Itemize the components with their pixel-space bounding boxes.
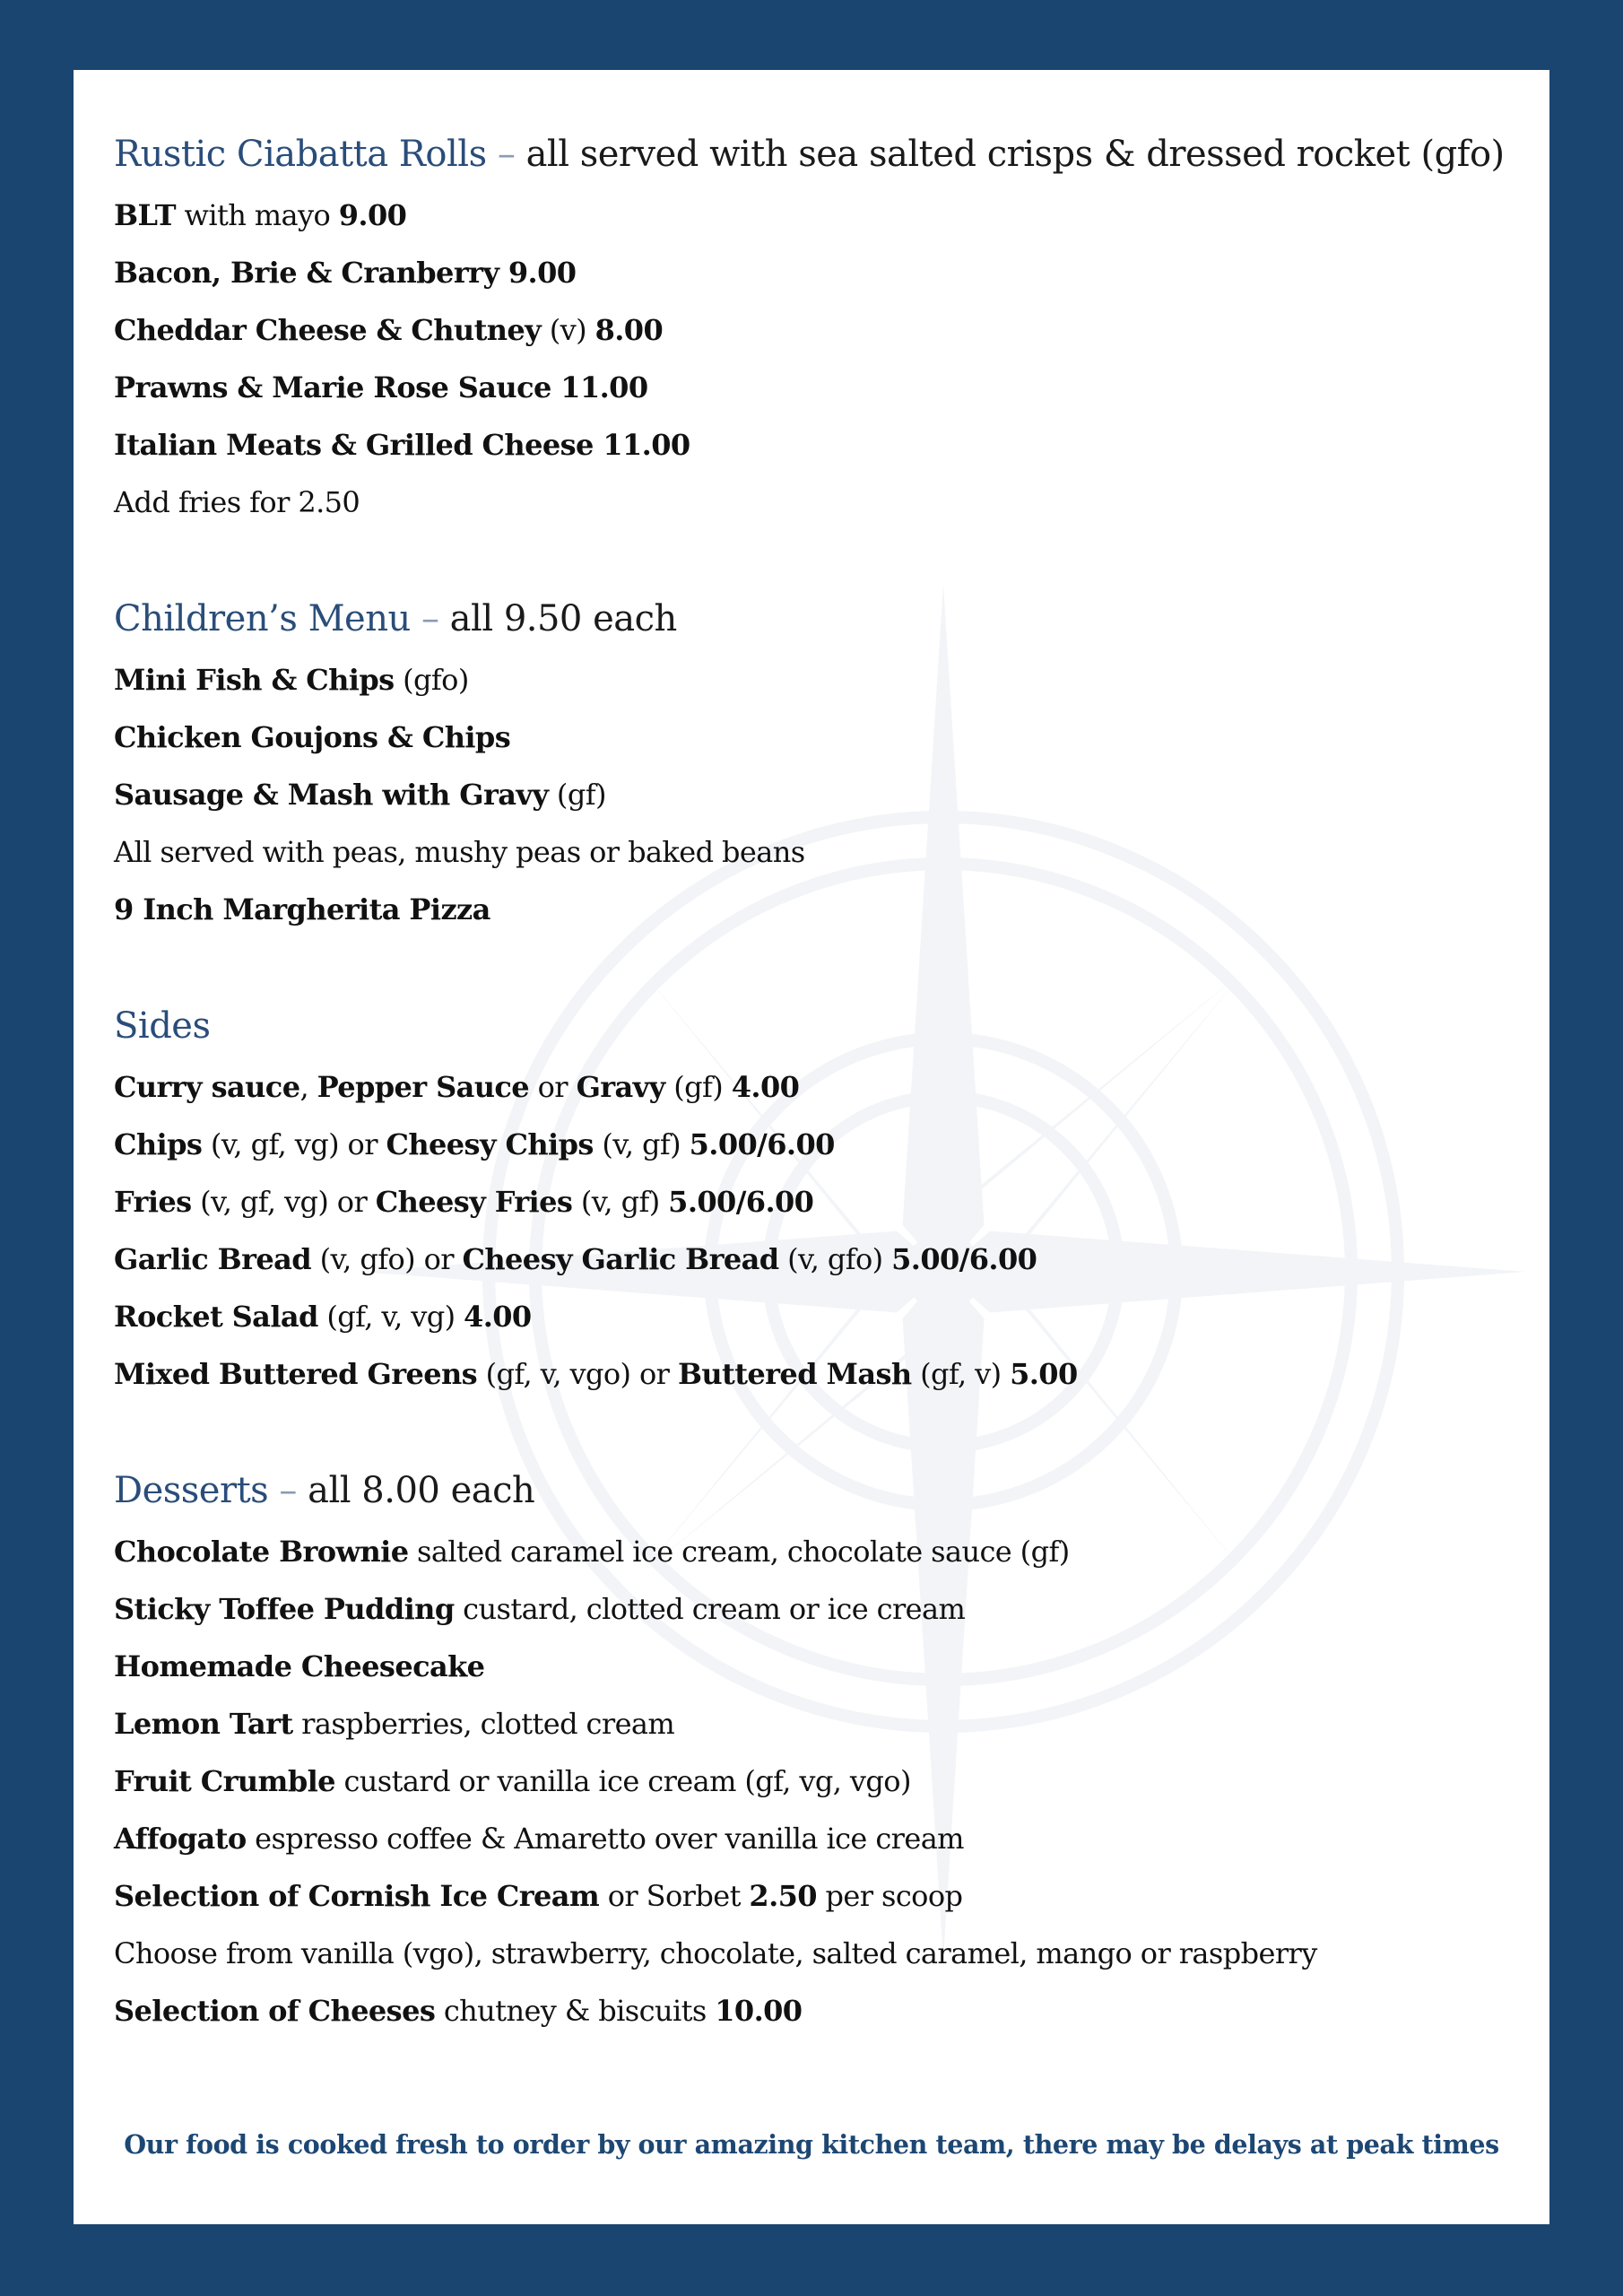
menu-item-bold-text: Chips: [114, 1127, 203, 1161]
menu-item-text: custard, clotted cream or ice cream: [454, 1592, 966, 1626]
menu-line: [114, 1231, 1514, 1288]
menu-item-bold-text: Italian Meats & Grilled Cheese 11.00: [114, 428, 690, 462]
menu-item-text: per scoop: [816, 1879, 963, 1913]
section-title: Children’s Menu: [114, 598, 411, 639]
menu-item-bold-text: Cheesy Garlic Bread: [462, 1242, 779, 1276]
menu-item-text: (gf): [548, 778, 606, 812]
menu-item-text: Choose from vanilla (vgo), strawberry, chocolate, salted caramel, mango or raspberry: [114, 1936, 1317, 1970]
menu-line: [114, 1580, 1514, 1638]
menu-line: [114, 881, 1514, 938]
menu-item-bold-text: 10.00: [715, 1994, 803, 2028]
menu-item-bold-text: Cheddar Cheese & Chutney: [114, 313, 542, 347]
menu-item-text: (v): [541, 313, 595, 347]
menu-line: [114, 1810, 1514, 1867]
menu-line: [114, 1058, 1514, 1116]
menu-item-bold-text: Prawns & Marie Rose Sauce 11.00: [114, 370, 648, 404]
menu-item-bold-text: 2.50: [749, 1879, 817, 1913]
menu-item-bold-text: 5.00: [1010, 1357, 1078, 1391]
menu-item-bold-text: Cheesy Fries: [375, 1185, 573, 1219]
section-heading: [114, 122, 1514, 187]
menu-item-bold-text: Sausage & Mash with Gravy: [114, 778, 549, 812]
section-heading: [114, 587, 1514, 651]
section-title: Desserts: [114, 1470, 269, 1511]
menu-line: [114, 1116, 1514, 1173]
menu-item-bold-text: 4.00: [731, 1070, 800, 1104]
menu-line: [114, 416, 1514, 474]
menu-item-bold-text: Garlic Bread: [114, 1242, 312, 1276]
menu-line: [114, 709, 1514, 766]
menu-item-bold-text: Chicken Goujons & Chips: [114, 720, 511, 754]
menu-item-bold-text: Pepper Sauce: [317, 1070, 530, 1104]
section-dash-separator: –: [410, 598, 450, 639]
menu-item-bold-text: Gravy: [576, 1070, 665, 1104]
section-subtitle: all 8.00 each: [308, 1470, 535, 1511]
section-dash-separator: –: [268, 1470, 308, 1511]
menu-section-sides: [114, 994, 1514, 1403]
menu-item-bold-text: Homemade Cheesecake: [114, 1649, 485, 1683]
menu-line: [114, 1288, 1514, 1345]
menu-item-text: (gf, v): [911, 1357, 1011, 1391]
menu-item-text: ,: [299, 1070, 317, 1104]
menu-item-bold-text: Bacon, Brie & Cranberry 9.00: [114, 256, 577, 290]
menu-item-text: (v, gf): [572, 1185, 669, 1219]
menu-line: [114, 359, 1514, 416]
footer-note: Our food is cooked fresh to order by our amazing kitchen team, there may be delays at peak times: [124, 2129, 1499, 2160]
menu-item-text: (v, gf, vg) or: [191, 1185, 376, 1219]
menu-item-text: (gf, v, vg): [317, 1300, 464, 1334]
menu-item-bold-text: Selection of Cornish Ice Cream: [114, 1879, 600, 1913]
menu-item-bold-text: 5.00/6.00: [689, 1127, 835, 1161]
section-title: Rustic Ciabatta Rolls: [114, 134, 487, 175]
menu-item-text: (v, gf): [593, 1127, 690, 1161]
menu-item-bold-text: 5.00/6.00: [668, 1185, 814, 1219]
menu-item-bold-text: Selection of Cheeses: [114, 1994, 436, 2028]
menu-content: [114, 122, 1514, 2095]
menu-item-bold-text: 5.00/6.00: [891, 1242, 1037, 1276]
menu-item-bold-text: Rocket Salad: [114, 1300, 318, 1334]
menu-line: [114, 301, 1514, 359]
menu-item-bold-text: Sticky Toffee Pudding: [114, 1592, 455, 1626]
menu-item-text: salted caramel ice cream, chocolate sauce (gf): [408, 1535, 1070, 1569]
menu-item-text: or: [529, 1070, 577, 1104]
menu-item-bold-text: 8.00: [595, 313, 664, 347]
menu-line: [114, 1982, 1514, 2039]
menu-item-text: (v, gf, vg) or: [202, 1127, 386, 1161]
menu-line: [114, 651, 1514, 709]
menu-item-bold-text: Chocolate Brownie: [114, 1535, 409, 1569]
menu-item-bold-text: Mixed Buttered Greens: [114, 1357, 478, 1391]
menu-line: [114, 1638, 1514, 1695]
menu-item-bold-text: BLT: [114, 198, 176, 232]
section-dash-separator: –: [486, 134, 526, 175]
menu-line: [114, 1173, 1514, 1231]
menu-item-bold-text: Mini Fish & Chips: [114, 663, 395, 697]
menu-section-desserts: [114, 1458, 1514, 2039]
section-title: Sides: [114, 1005, 211, 1047]
menu-line: [114, 1345, 1514, 1403]
menu-item-text: All served with peas, mushy peas or baked beans: [114, 835, 805, 869]
section-heading: [114, 994, 1514, 1058]
menu-item-text: custard or vanilla ice cream (gf, vg, vgo): [334, 1764, 911, 1798]
menu-line: [114, 1523, 1514, 1580]
menu-line: [114, 187, 1514, 244]
menu-item-text: (gf, v, vgo) or: [477, 1357, 678, 1391]
section-subtitle: all 9.50 each: [449, 598, 677, 639]
menu-line: [114, 474, 1514, 531]
menu-item-bold-text: 9.00: [338, 198, 407, 232]
menu-item-text: espresso coffee & Amaretto over vanilla ice cream: [246, 1822, 964, 1856]
menu-item-text: raspberries, clotted cream: [292, 1707, 675, 1741]
menu-item-text: Add fries for 2.50: [114, 485, 360, 519]
menu-item-text: (gfo): [394, 663, 469, 697]
menu-item-bold-text: Cheesy Chips: [386, 1127, 594, 1161]
menu-item-text: (v, gfo) or: [311, 1242, 463, 1276]
menu-section-children-s-menu: [114, 587, 1514, 938]
menu-item-bold-text: Affogato: [114, 1822, 247, 1856]
menu-item-bold-text: Fruit Crumble: [114, 1764, 335, 1798]
menu-section-rustic-ciabatta-rolls: [114, 122, 1514, 531]
menu-line: [114, 1752, 1514, 1810]
section-heading: [114, 1458, 1514, 1523]
menu-item-bold-text: Lemon Tart: [114, 1707, 293, 1741]
menu-line: [114, 1925, 1514, 1982]
menu-page: [74, 70, 1549, 2224]
menu-item-bold-text: Curry sauce: [114, 1070, 300, 1104]
menu-item-text: chutney & biscuits: [435, 1994, 716, 2028]
menu-item-bold-text: Buttered Mash: [677, 1357, 912, 1391]
menu-item-bold-text: 9 Inch Margherita Pizza: [114, 892, 490, 926]
menu-line: [114, 766, 1514, 823]
section-subtitle: all served with sea salted crisps & dressed rocket (gfo): [525, 134, 1505, 175]
menu-line: [114, 823, 1514, 881]
menu-line: [114, 1867, 1514, 1925]
menu-line: [114, 1695, 1514, 1752]
menu-item-bold-text: Fries: [114, 1185, 192, 1219]
menu-item-text: or Sorbet: [599, 1879, 750, 1913]
menu-item-text: (gf): [664, 1070, 732, 1104]
menu-item-text: (v, gfo): [778, 1242, 892, 1276]
menu-item-bold-text: 4.00: [464, 1300, 532, 1334]
menu-line: [114, 244, 1514, 301]
menu-item-text: with mayo: [175, 198, 339, 232]
